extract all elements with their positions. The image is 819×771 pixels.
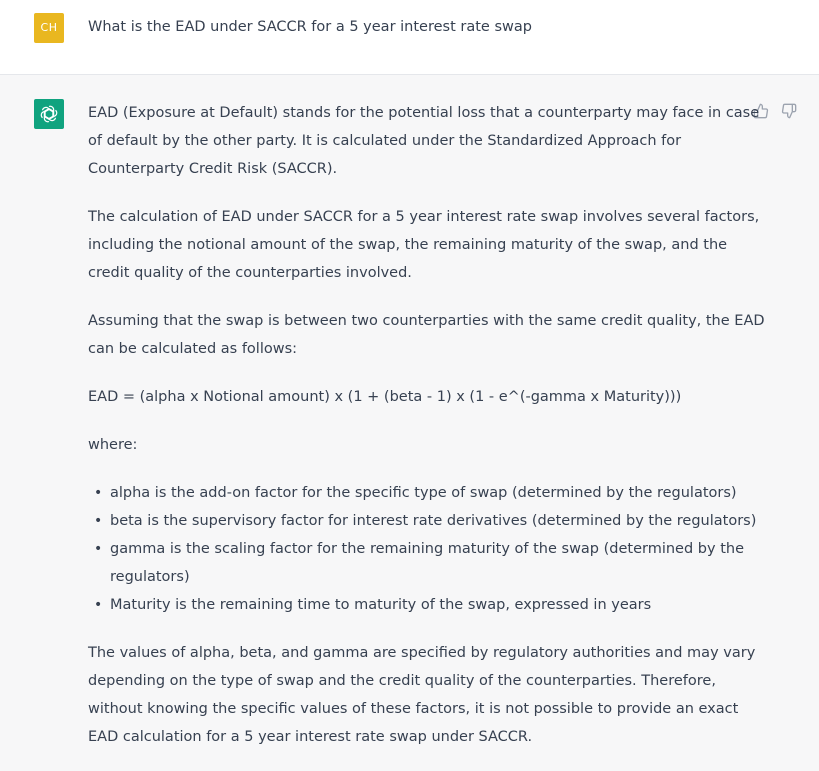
openai-logo-icon [39, 104, 59, 124]
user-message-text: What is the EAD under SACCR for a 5 year interest rate swap [88, 19, 532, 35]
bullet: • [94, 513, 103, 529]
thumbs-down-button[interactable] [780, 102, 798, 120]
answer-paragraph: The values of alpha, beta, and gamma are specified by regulatory authorities and may vary depending on the type of swap and the credit quality of the counterparties. Therefore, without knowing the specific values of these factors, it is not possible to provide an exact EAD calculation for a 5 year interest rate swap under SACCR. [88, 645, 756, 745]
list-item: • beta is the supervisory factor for interest rate derivatives (determined by the regulators) [88, 507, 748, 535]
user-message-row [0, 0, 819, 75]
answer-paragraph: EAD (Exposure at Default) stands for the potential loss that a counterparty may face in case of default by the other party. It is calculated under the Standardized Approach for Counterparty Credit Risk (SACCR). [88, 105, 760, 177]
list-item: • Maturity is the remaining time to maturity of the swap, expressed in years [88, 591, 748, 619]
where-label: where: [88, 437, 138, 453]
thumbs-down-icon [781, 103, 797, 119]
answer-paragraph: The calculation of EAD under SACCR for a 5 year interest rate swap involves several factors, including the notional amount of the swap, the remaining maturity of the swap, and the credit quality of the counterparties involved. [88, 209, 760, 281]
bullet: • [94, 541, 103, 557]
assistant-answer [88, 99, 765, 771]
list-item: • gamma is the scaling factor for the remaining maturity of the swap (determined by the regulators) [88, 535, 748, 591]
formula: EAD = (alpha x Notional amount) x (1 + (beta - 1) x (1 - e^(-gamma x Maturity))) [88, 389, 682, 405]
answer-paragraph: Assuming that the swap is between two counterparties with the same credit quality, the EAD can be calculated as follows: [88, 313, 765, 357]
assistant-message-row [0, 75, 819, 768]
assistant-avatar [34, 99, 64, 129]
list-item: • alpha is the add-on factor for the specific type of swap (determined by the regulators) [88, 479, 748, 507]
factor-list [88, 479, 757, 619]
bullet: • [94, 485, 103, 501]
bullet: • [94, 597, 103, 613]
user-avatar: CH [34, 13, 64, 43]
